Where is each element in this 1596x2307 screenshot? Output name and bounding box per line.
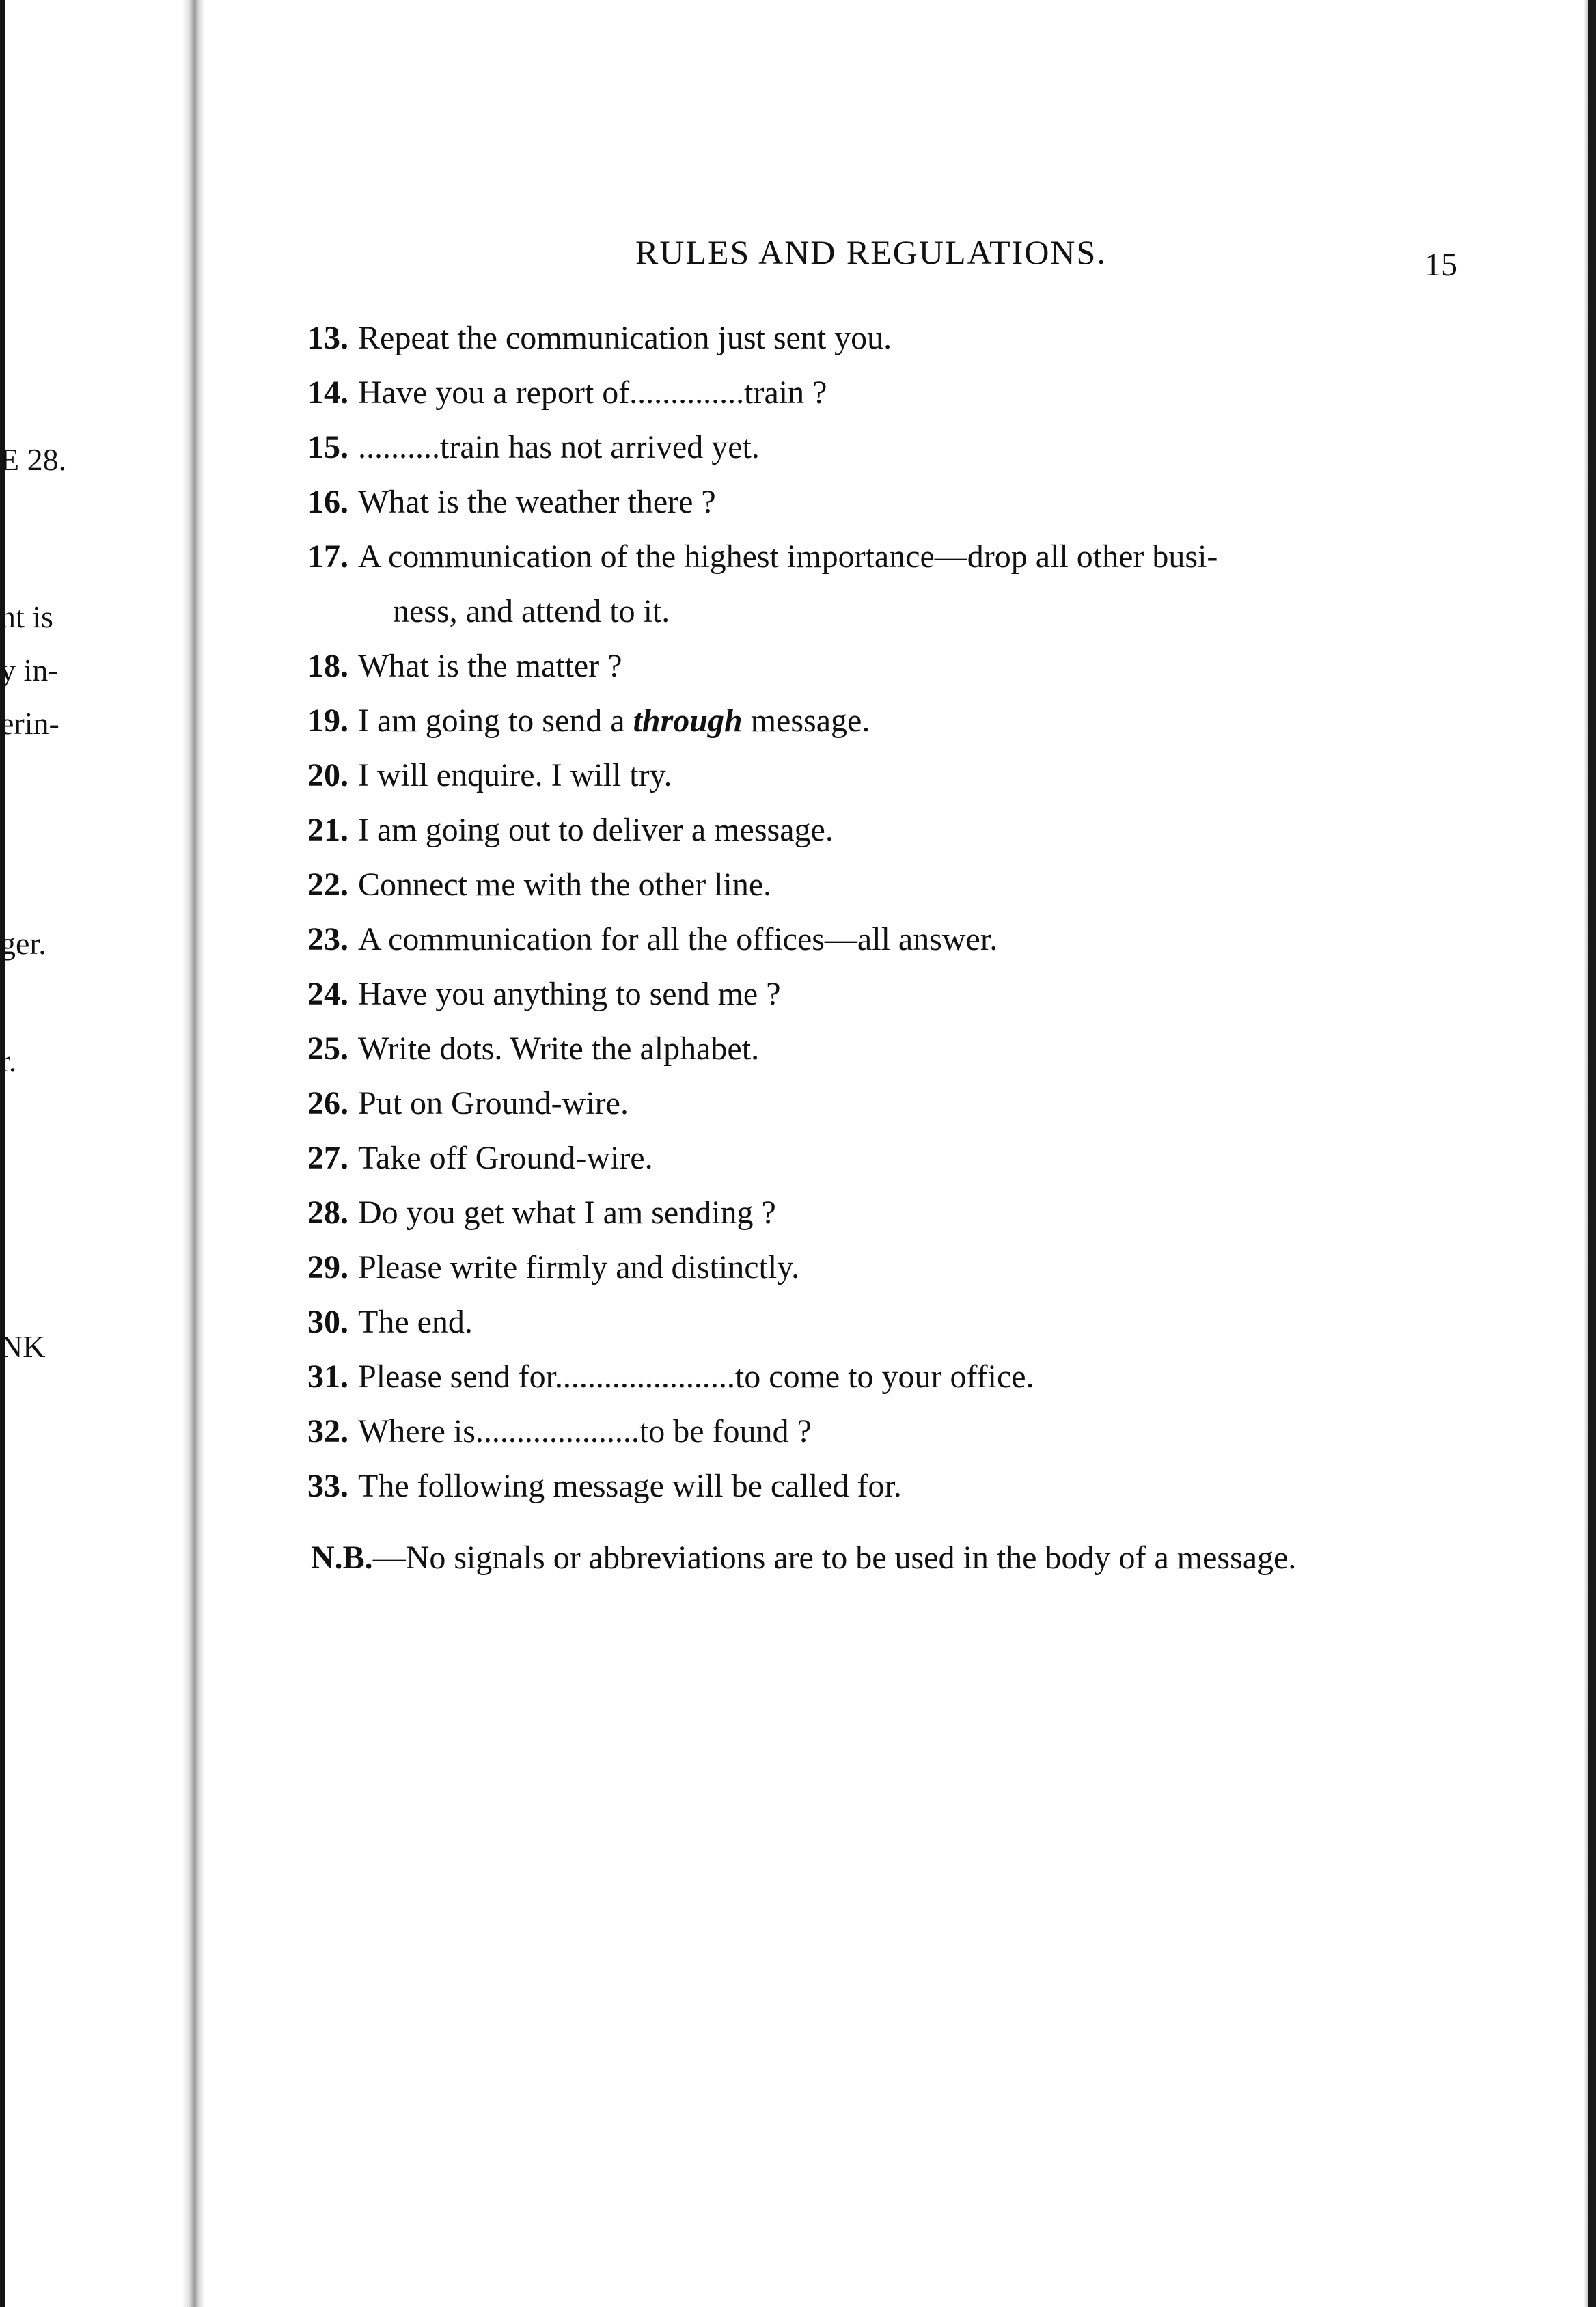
- item-text: A communication for all the offices—all answer.: [358, 921, 998, 957]
- item-number: 22.: [307, 866, 348, 903]
- list-item: [307, 1076, 1571, 1131]
- item-number: 30.: [307, 1304, 348, 1340]
- nota-bene-text: —No signals or abbreviations are to be used in the body of a message.: [372, 1540, 1297, 1576]
- item-number: 24.: [307, 976, 348, 1012]
- item-number: 29.: [307, 1249, 348, 1285]
- item-text: I am going to send a: [358, 702, 633, 739]
- emphasized-word: through: [633, 702, 743, 739]
- signal-list: [307, 311, 1571, 1514]
- item-text: Have you a report of..............train ?: [358, 374, 827, 411]
- item-text: Connect me with the other line.: [358, 866, 772, 903]
- item-text: ness, and attend to it.: [393, 593, 670, 629]
- item-number: 28.: [307, 1195, 348, 1231]
- item-number: 25.: [307, 1030, 348, 1067]
- item-text: A communication of the highest importance—drop all other busi-: [358, 538, 1218, 575]
- left-fragment: y in-: [0, 653, 59, 687]
- item-text: I am going out to deliver a message.: [358, 812, 834, 848]
- item-text: Please write firmly and distinctly.: [358, 1249, 800, 1285]
- item-number: 31.: [307, 1359, 348, 1395]
- item-number: 21.: [307, 812, 348, 848]
- item-text: Take off Ground-wire.: [358, 1140, 653, 1176]
- nota-bene-paragraph: [311, 1531, 1554, 1585]
- book-gutter: [182, 0, 205, 2307]
- left-fragment: E 28.: [0, 442, 67, 477]
- book-page: [205, 0, 1584, 2307]
- list-item: [307, 1404, 1571, 1459]
- list-item: [307, 1131, 1571, 1186]
- right-page-edge: [1588, 0, 1596, 2307]
- list-item: [307, 1240, 1571, 1295]
- item-number: 20.: [307, 757, 348, 793]
- page-number: 15: [1425, 247, 1457, 283]
- item-text: Put on Ground-wire.: [358, 1085, 629, 1121]
- item-number: 32.: [307, 1413, 348, 1449]
- list-item: [307, 803, 1571, 858]
- item-number: 16.: [307, 484, 348, 520]
- list-item: [307, 366, 1571, 420]
- left-fragment: erin-: [0, 706, 59, 741]
- list-item: [307, 530, 1571, 584]
- list-item: [307, 858, 1571, 912]
- item-text: ..........train has not arrived yet.: [358, 429, 760, 465]
- item-text: Write dots. Write the alphabet.: [358, 1030, 760, 1067]
- left-fragment: r.: [0, 1043, 17, 1078]
- list-item: [307, 1459, 1571, 1514]
- item-text: Repeat the communication just sent you.: [358, 320, 892, 356]
- item-number: 15.: [307, 429, 348, 465]
- item-number: 23.: [307, 921, 348, 957]
- list-item: [307, 1186, 1571, 1240]
- item-number: 19.: [307, 702, 348, 739]
- left-fragment: nt is: [0, 599, 53, 634]
- item-number: 17.: [307, 538, 348, 575]
- item-text: Please send for......................to come to your office.: [358, 1359, 1034, 1395]
- list-item: [307, 420, 1571, 475]
- facing-page-fragment: [0, 0, 205, 2307]
- item-number: 27.: [307, 1140, 348, 1176]
- list-item: [307, 639, 1571, 694]
- item-text: The end.: [358, 1304, 473, 1340]
- list-item: [307, 912, 1571, 967]
- list-item: [307, 311, 1571, 366]
- list-item: [307, 1350, 1571, 1404]
- item-text: I will enquire. I will try.: [358, 757, 672, 793]
- item-number: 26.: [307, 1085, 348, 1121]
- item-number: 33.: [307, 1468, 348, 1504]
- left-fragment: ger.: [0, 926, 46, 961]
- item-text: What is the matter ?: [358, 648, 622, 684]
- list-item-continuation: [307, 584, 1571, 639]
- item-number: 13.: [307, 320, 348, 356]
- list-item: [307, 748, 1571, 803]
- running-title: RULES AND REGULATIONS.: [635, 233, 1107, 271]
- list-item: [307, 1295, 1571, 1350]
- item-text: Have you anything to send me ?: [358, 976, 781, 1012]
- item-text: The following message will be called for.: [358, 1468, 902, 1504]
- item-text: What is the weather there ?: [358, 484, 716, 520]
- item-number: 18.: [307, 648, 348, 684]
- item-number: 14.: [307, 374, 348, 411]
- item-text: Where is....................to be found ?: [358, 1413, 812, 1449]
- list-item: [307, 694, 1571, 748]
- left-fragment: NK: [0, 1329, 46, 1364]
- list-item: [307, 967, 1571, 1022]
- left-page-edge: [0, 0, 5, 2307]
- item-text: Do you get what I am sending ?: [358, 1195, 776, 1231]
- nota-bene-label: N.B.: [311, 1540, 373, 1576]
- list-item: [307, 475, 1571, 530]
- list-item: [307, 1022, 1571, 1076]
- item-text: message.: [742, 702, 870, 739]
